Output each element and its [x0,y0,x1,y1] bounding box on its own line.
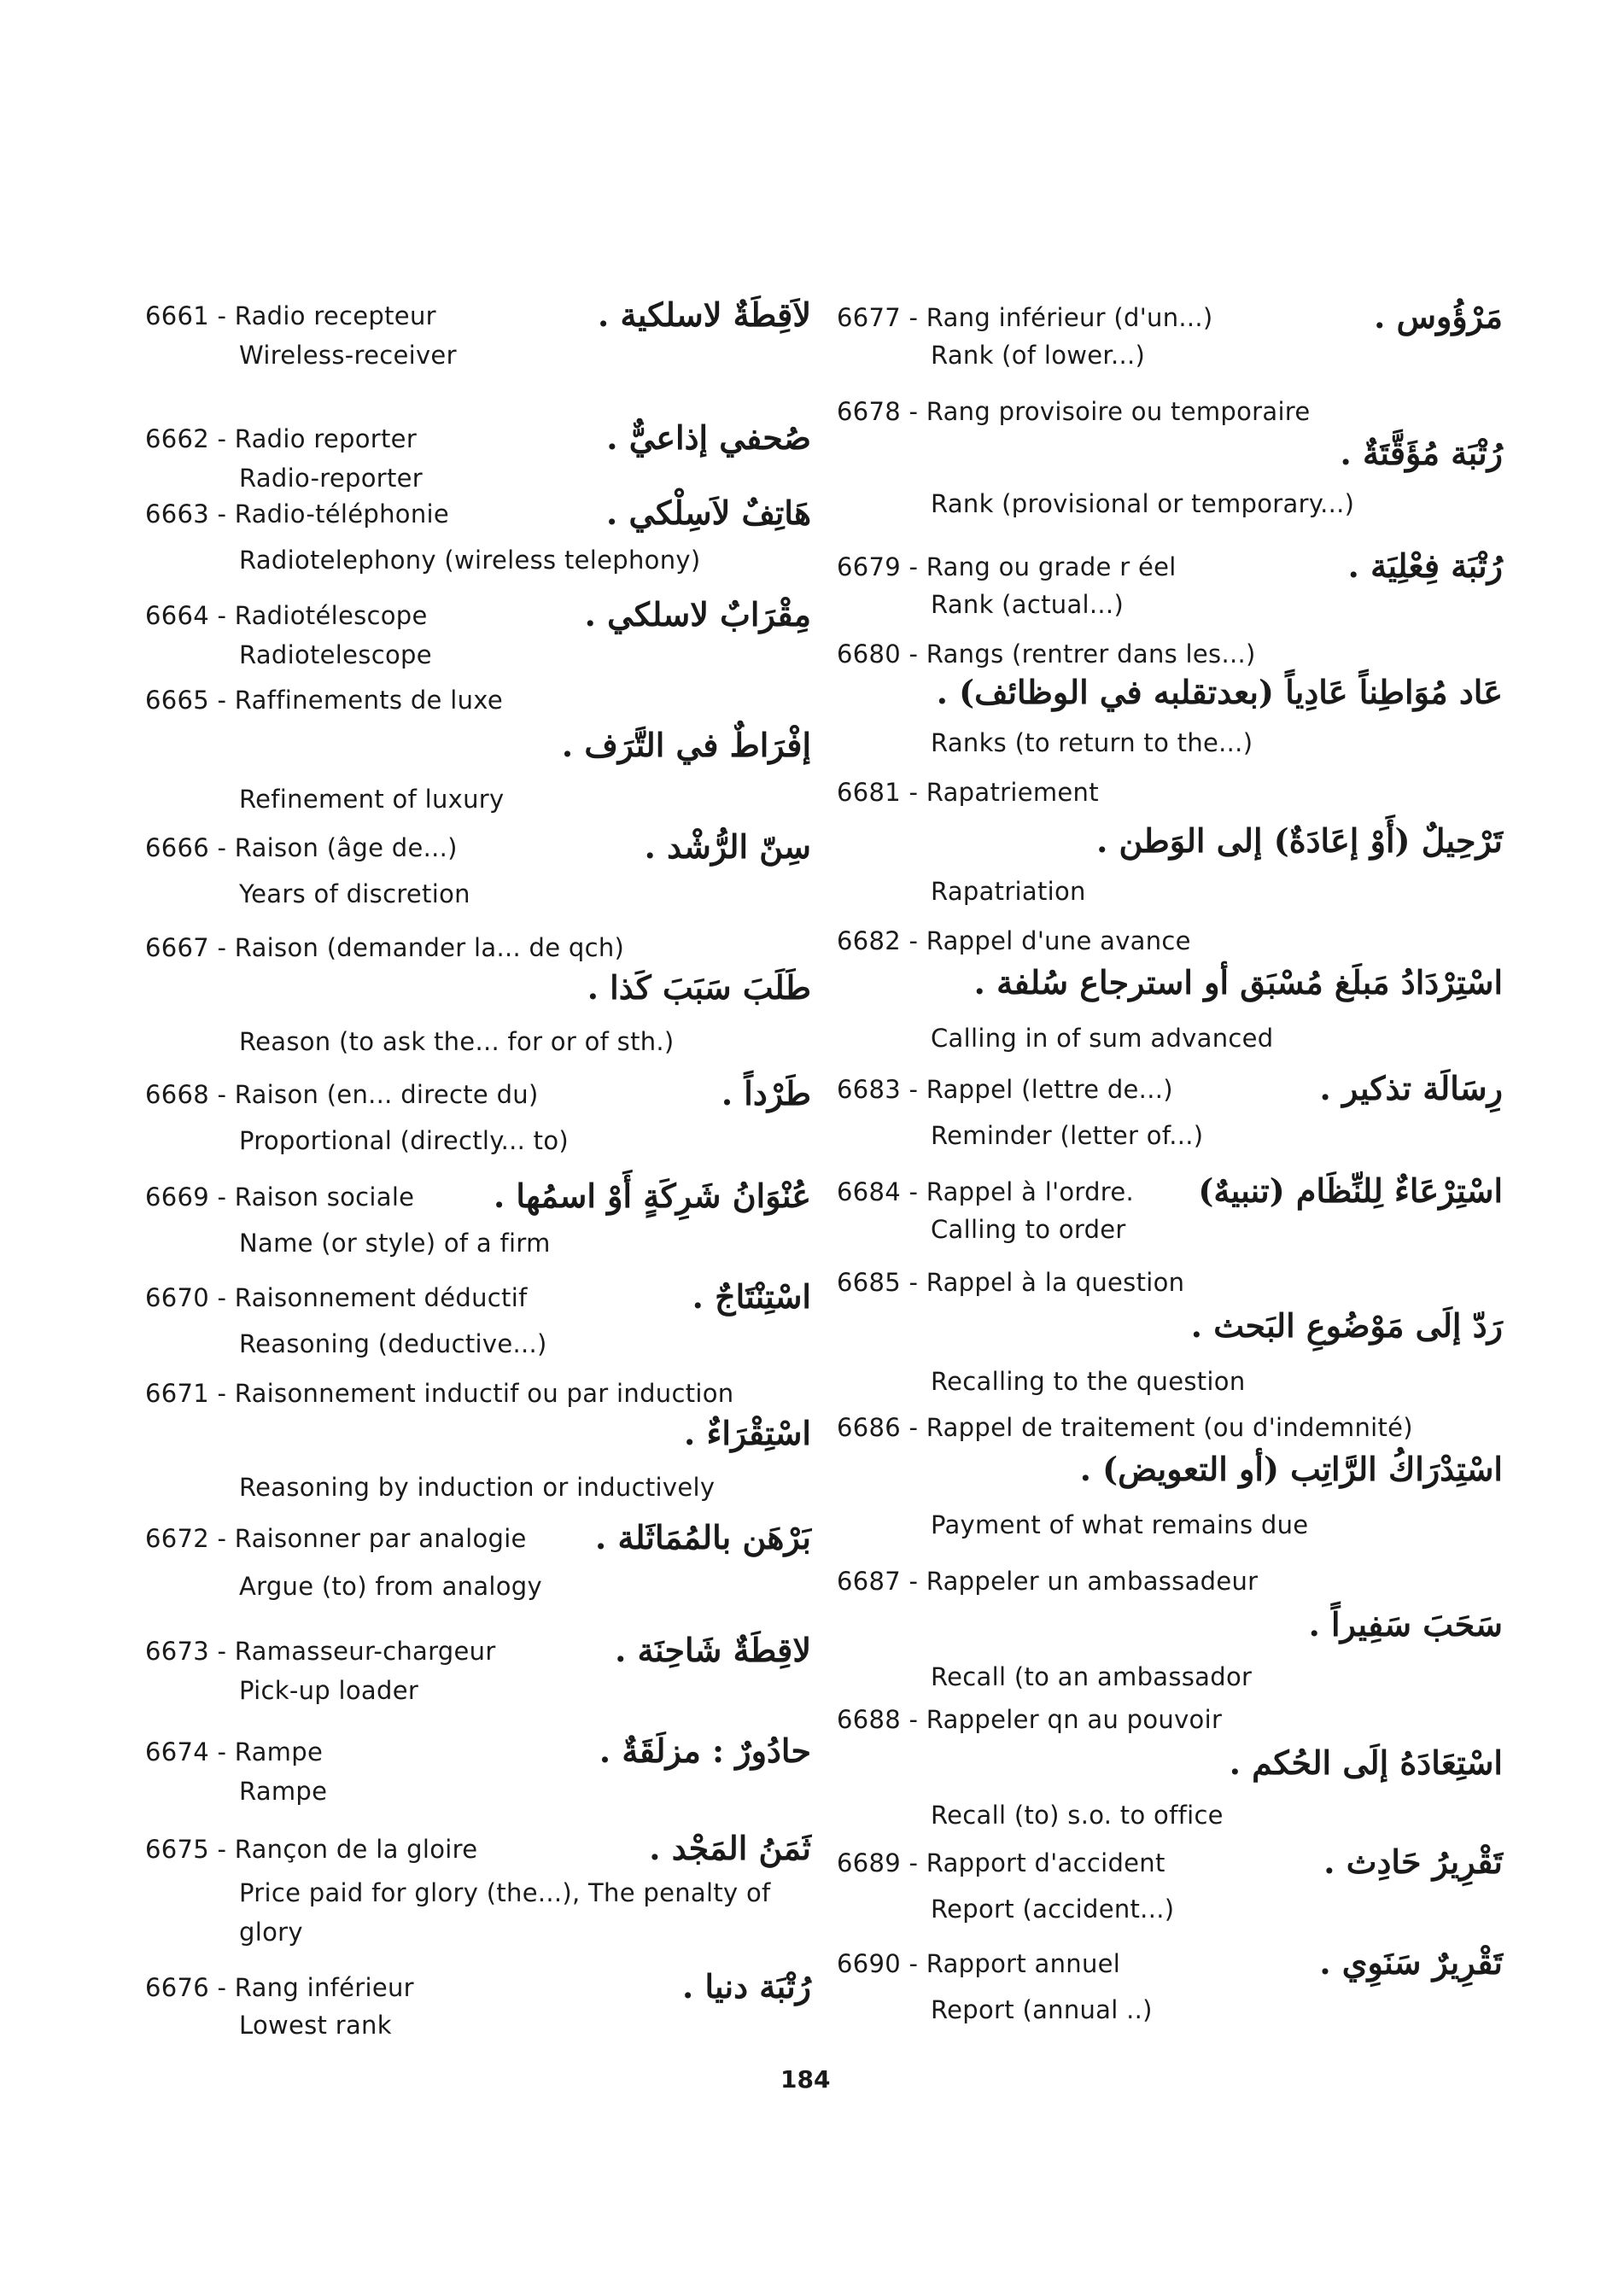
arabic-term: رِسَالَة تذكير . [1319,1069,1503,1107]
page-number: 184 [780,2065,831,2093]
arabic-term: حادُورٌ : مزلَقَةٌ . [599,1731,811,1770]
right-column [837,0,1503,2283]
arabic-term: رُتْبَة فِعْلِيَة . [1347,546,1503,585]
arabic-term: ثَمَنُ المَجْد . [649,1829,811,1867]
arabic-term: تَرْحِيلٌ (أَوْ إعَادَةٌ) إلى الوَطن . [1096,821,1503,860]
english-term: Reminder (letter of...) [931,1121,1204,1150]
arabic-term: رَدّ إلَى مَوْضُوعِ البَحث . [1190,1306,1503,1345]
french-term: 6676 - Rang inférieur [145,1973,414,2002]
english-term: Rapatriation [931,877,1086,906]
arabic-term: مَرْؤُوس . [1374,297,1503,336]
english-term: Payment of what remains due [931,1510,1309,1539]
french-term: 6682 - Rappel d'une avance [837,926,1191,955]
english-term: Reasoning by induction or inductively [239,1473,716,1502]
english-term: Reasoning (deductive...) [239,1329,547,1358]
french-term: 6681 - Rapatriement [837,778,1099,807]
english-term: Wireless-receiver [239,341,457,370]
arabic-term: اسْتِدْرَاكُ الرَّاتِب (أو التعويض) . [1079,1450,1503,1488]
french-term: 6684 - Rappel à l'ordre. [837,1177,1135,1206]
french-term: 6675 - Rançon de la gloire [145,1835,478,1864]
french-term: 6664 - Radiotélescope [145,601,428,630]
english-term: Report (accident...) [931,1895,1175,1924]
arabic-term: اسْتِقْرَاءٌ . [684,1414,811,1452]
english-term: Argue (to) from analogy [239,1572,542,1601]
english-term: Recall (to) s.o. to office [931,1801,1224,1830]
french-term: 6678 - Rang provisoire ou temporaire [837,397,1311,426]
french-term: 6672 - Raisonner par analogie [145,1524,527,1553]
arabic-term: عَاد مُوَاطِناً عَادِياً (بعدتقلبه في الوظائف) . [936,673,1503,711]
arabic-term: صُحفي إذاعيٌّ . [606,418,811,457]
french-term: 6668 - Raison (en... directe du) [145,1080,539,1109]
arabic-term: رُتْبَة مُؤَقَّتَةٌ . [1340,434,1503,472]
arabic-term: تَقْرِيرٌ سَنَوِي . [1319,1943,1503,1982]
english-term: Ranks (to return to the...) [931,728,1253,757]
english-term: Radio-reporter [239,464,424,493]
french-term: 6666 - Raison (âge de...) [145,833,458,862]
english-term: Proportional (directly... to) [239,1126,569,1155]
french-term: 6674 - Rampe [145,1737,324,1766]
arabic-term: بَرْهَن بالمُمَاثَلة . [595,1518,811,1556]
arabic-term: طَلَبَ سَبَبَ كَذا . [587,968,811,1007]
english-term: Recall (to an ambassador [931,1662,1253,1691]
english-term: Report (annual ..) [931,1995,1153,2024]
french-term: 6688 - Rappeler qn au pouvoir [837,1705,1223,1734]
arabic-term: سِنّ الرُّشْد . [644,827,811,866]
french-term: 6679 - Rang ou grade r éel [837,552,1177,581]
arabic-term: لاَقِطَةٌ لاسلكية . [598,295,811,334]
english-term: Calling to order [931,1215,1126,1244]
english-term: Rank (of lower...) [931,341,1146,370]
english-term: Radiotelescope [239,640,432,669]
french-term: 6690 - Rapport annuel [837,1949,1121,1978]
arabic-term: سَحَبَ سَفِيراً . [1308,1605,1503,1644]
french-term: 6686 - Rappel de traitement (ou d'indemnité) [837,1413,1413,1442]
french-term: 6665 - Raffinements de luxe [145,686,503,715]
arabic-term: مِقْرَابٌ لاسلكي . [584,595,811,634]
english-term: Pick-up loader [239,1676,419,1705]
arabic-term: اسْتِرْعَاءٌ لِلنِّظَام (تنبيهٌ) [1198,1171,1503,1210]
english-term: Name (or style) of a firm [239,1229,551,1258]
arabic-term: إفْرَاطٌ في التَّرَف . [561,726,811,764]
french-term: 6671 - Raisonnement inductif ou par induction [145,1379,734,1408]
english-term: Rank (actual...) [931,590,1125,619]
arabic-term: اسْتِرْدَادُ مَبلَغ مُسْبَق أو استرجاع سُلفة . [973,963,1503,1001]
french-term: 6667 - Raison (demander la... de qch) [145,933,625,962]
french-term: 6661 - Radio recepteur [145,301,436,330]
left-column [145,0,811,2283]
english-term: Radiotelephony (wireless telephony) [239,546,701,575]
english-term: Lowest rank [239,2011,392,2040]
arabic-term: اسْتِنْتَاجٌ . [692,1277,811,1316]
english-term: Calling in of sum advanced [931,1024,1274,1053]
french-term: 6673 - Ramasseur-chargeur [145,1637,496,1666]
arabic-term: لاقِطَةٌ شَاحِنَة . [615,1631,811,1669]
english-term: Refinement of luxury [239,785,505,814]
english-term: Recalling to the question [931,1367,1246,1396]
french-term: 6669 - Raison sociale [145,1182,415,1212]
french-term: 6677 - Rang inférieur (d'un...) [837,303,1213,332]
arabic-term: تَقْرِيرُ حَادِث . [1323,1842,1503,1881]
french-term: 6670 - Raisonnement déductif [145,1283,528,1312]
english-term: Years of discretion [239,879,470,908]
french-term: 6687 - Rappeler un ambassadeur [837,1567,1259,1596]
english-term: Reason (to ask the... for or of sth.) [239,1027,675,1056]
french-term: 6685 - Rappel à la question [837,1268,1185,1297]
french-term: 6662 - Radio reporter [145,424,418,453]
french-term: 6663 - Radio-téléphonie [145,499,450,528]
arabic-term: طَرْداً . [721,1074,811,1112]
arabic-term: هَاتِفٌ لاَسِلْكي . [606,493,811,532]
english-term: Rampe [239,1777,328,1806]
english-term: Rank (provisional or temporary...) [931,489,1355,518]
french-term: 6680 - Rangs (rentrer dans les...) [837,639,1256,669]
french-term: 6683 - Rappel (lettre de...) [837,1075,1173,1104]
arabic-term: رُتْبَة دنيا . [682,1967,811,2006]
french-term: 6689 - Rapport d'accident [837,1848,1165,1877]
arabic-term: اسْتِعَادَهُ إلَى الحُكم . [1229,1743,1503,1782]
arabic-term: عُنْوَانُ شَرِكَةٍ أَوْ اسمُها . [493,1177,811,1215]
english-term: Price paid for glory (the...), The penalty of glory [239,1878,771,1947]
